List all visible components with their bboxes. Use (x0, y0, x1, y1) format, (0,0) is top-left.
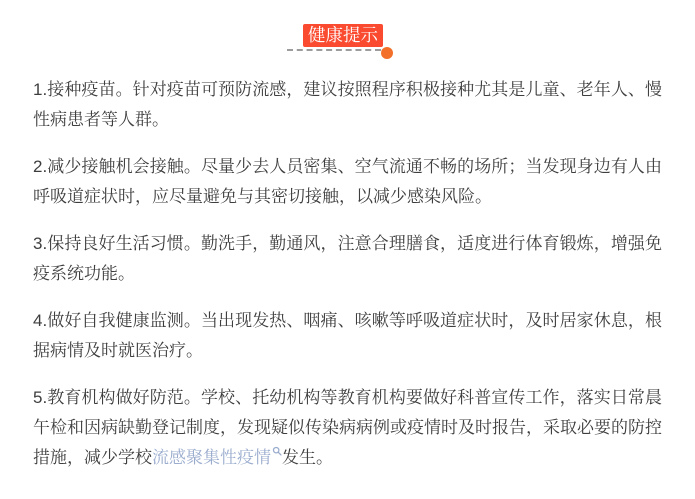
accent-dot (381, 47, 393, 59)
paragraph-vaccination: 1.接种疫苗。针对疫苗可预防流感，建议按照程序积极接种尤其是儿童、老年人、慢性病患者等人群。 (33, 80, 662, 129)
article-header (0, 0, 695, 56)
search-icon[interactable] (272, 446, 282, 456)
paragraph-5-text-before-link: 5.教育机构做好防范。学校、托幼机构等教育机构要做好科普宣传工作，落实日常晨午检和因病缺勤登记制度，发现疑似传染病病例或疫情时及时报告，采取必要的防控措施，减少学校 (33, 388, 662, 467)
flu-outbreak-entry-link[interactable] (152, 448, 282, 467)
paragraph-good-habits: 3.保持良好生活习惯。勤洗手，勤通风，注意合理膳食，适度进行体育锻炼，增强免疫系统功能。 (33, 234, 662, 283)
paragraph-5-text-after-link: 发生。 (282, 448, 333, 467)
paragraph-self-monitoring: 4.做好自我健康监测。当出现发热、咽痛、咳嗽等呼吸道症状时，及时居家休息，根据病情及时就医治疗。 (33, 311, 662, 360)
paragraph-reduce-contact: 2.减少接触机会接触。尽量少去人员密集、空气流通不畅的场所；当发现身边有人由呼吸道症状时，应尽量避免与其密切接触，以减少感染风险。 (33, 157, 662, 206)
dashed-underline (287, 49, 381, 51)
entry-link-text[interactable]: 流感聚集性疫情 (152, 448, 271, 467)
article-body (33, 75, 662, 473)
section-title-badge: 健康提示 (303, 24, 383, 47)
paragraph-education-institutions (33, 383, 662, 473)
